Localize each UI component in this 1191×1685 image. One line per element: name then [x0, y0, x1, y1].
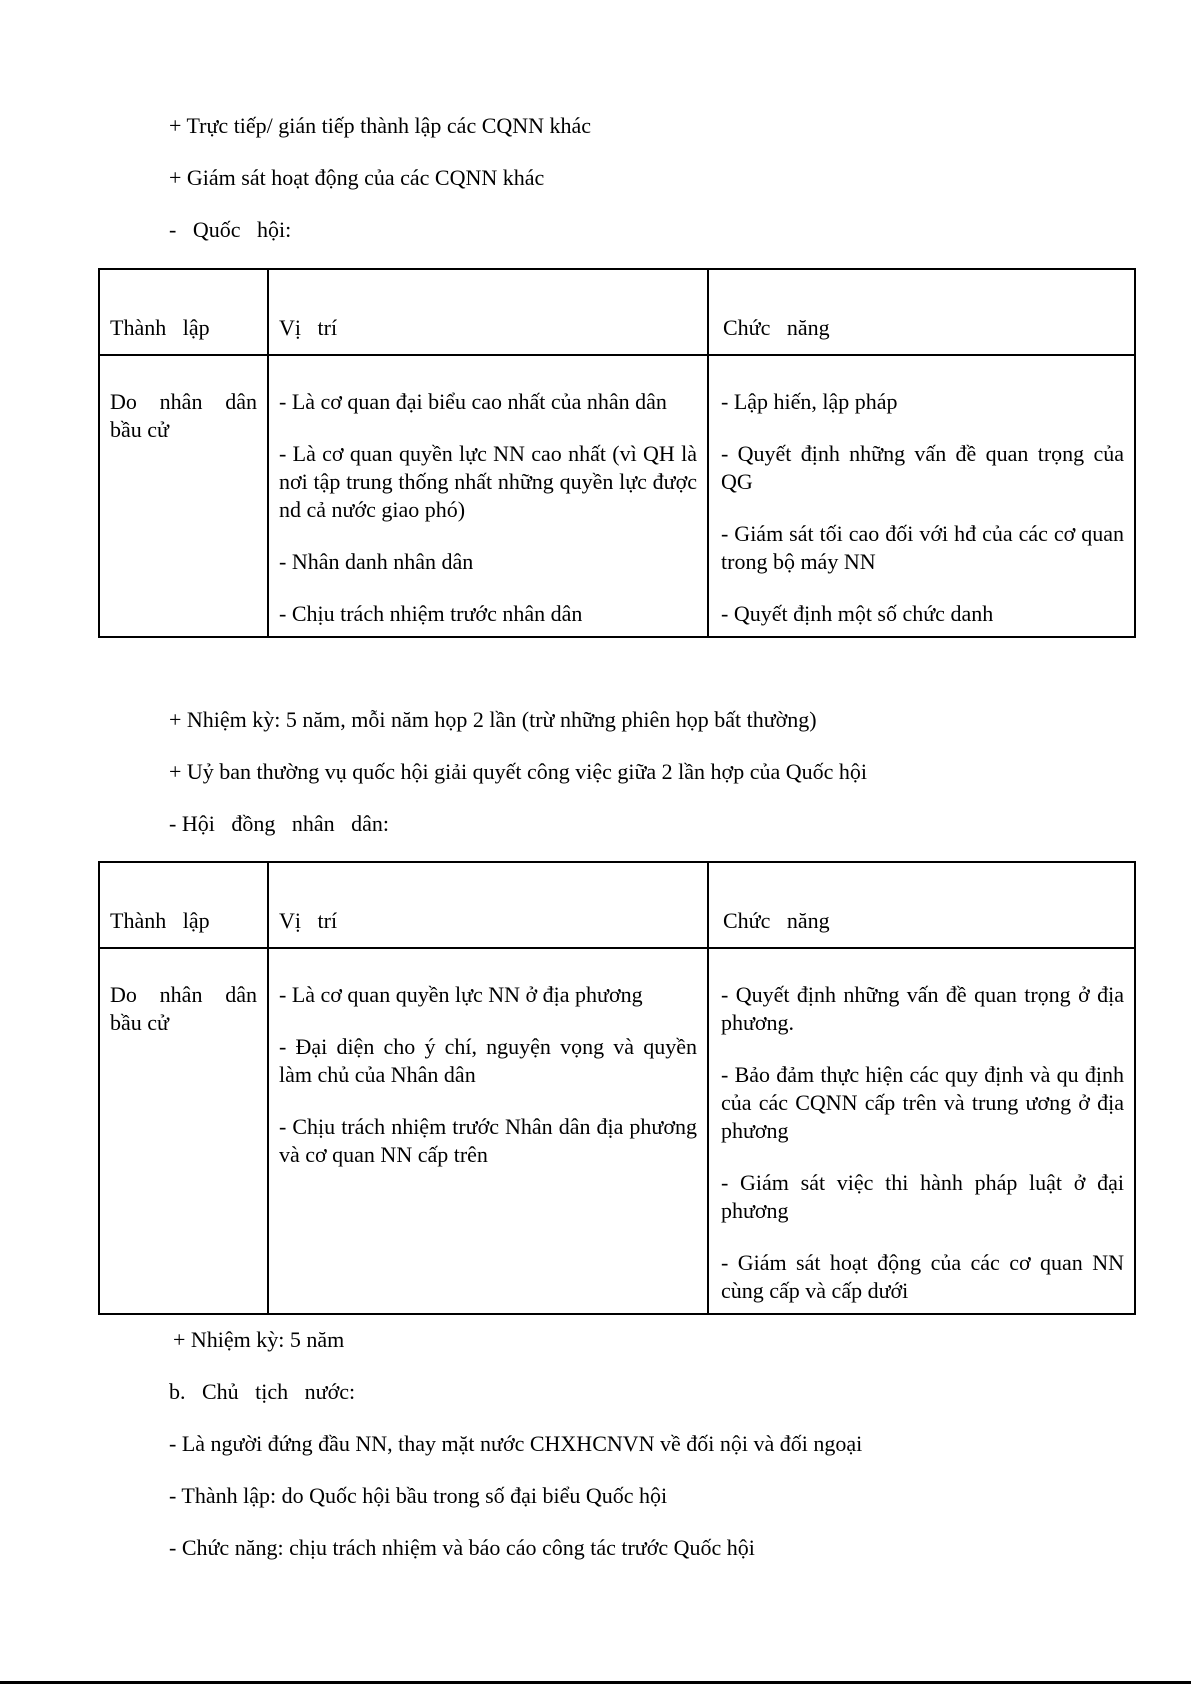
cell-vi-tri	[268, 948, 708, 1314]
cell-text: - Là cơ quan đại biểu cao nhất của nhân dân	[279, 389, 667, 414]
middle-line-2: + Uỷ ban thường vụ quốc hội giải quyết công việc giữa 2 lần hợp của Quốc hội	[169, 759, 867, 784]
header-thanh-lap: Thành lập	[99, 862, 268, 948]
middle-line-1: + Nhiệm kỳ: 5 năm, mỗi năm họp 2 lần (trừ những phiên họp bất thường)	[169, 707, 817, 732]
section-heading-quoc-hoi: - Quốc hội:	[169, 217, 292, 242]
header-thanh-lap: Thành lập	[99, 269, 268, 355]
cell-text: Do nhân dân bầu cử	[110, 982, 257, 1035]
cell-text: - Chịu trách nhiệm trước nhân dân	[279, 601, 583, 626]
cell-text: - Là cơ quan quyền lực NN ở địa phương	[279, 982, 643, 1007]
cell-chuc-nang	[708, 355, 1135, 637]
closing-line-5: - Chức năng: chịu trách nhiệm và báo cáo công tác trước Quốc hội	[169, 1535, 755, 1560]
intro-line-2: + Giám sát hoạt động của các CQNN khác	[169, 165, 545, 190]
table-row	[99, 355, 1135, 637]
page-bottom-rule	[0, 1681, 1191, 1684]
cell-text: - Quyết định những vấn đề quan trọng của QG	[721, 441, 1124, 494]
section-heading-hoi-dong-nhan-dan: - Hội đồng nhân dân:	[169, 811, 389, 836]
cell-text: - Quyết định một số chức danh	[721, 601, 994, 626]
section-heading-chu-tich-nuoc: b. Chủ tịch nước:	[169, 1379, 356, 1404]
cell-text: - Lập hiến, lập pháp	[721, 389, 898, 414]
header-vi-tri: Vị trí	[268, 862, 708, 948]
closing-line-1: + Nhiệm kỳ: 5 năm	[173, 1327, 345, 1352]
cell-text: - Bảo đảm thực hiện các quy định và qu định của các CQNN cấp trên và trung ương ở địa phương	[721, 1062, 1124, 1143]
cell-vi-tri	[268, 355, 708, 637]
cell-text: - Chịu trách nhiệm trước Nhân dân địa phương và cơ quan NN cấp trên	[279, 1114, 697, 1167]
cell-text: - Giám sát hoạt động của các cơ quan NN cùng cấp và cấp dưới	[721, 1250, 1124, 1303]
quoc-hoi-table	[98, 268, 1136, 638]
cell-thanh-lap	[99, 355, 268, 637]
header-chuc-nang: Chức năng	[708, 269, 1135, 355]
cell-text: - Nhân danh nhân dân	[279, 549, 474, 574]
closing-line-3: - Là người đứng đầu NN, thay mặt nước CHXHCNVN về đối nội và đối ngoại	[169, 1431, 863, 1456]
hoi-dong-nhan-dan-table	[98, 861, 1136, 1315]
cell-text: - Quyết định những vấn đề quan trọng ở địa phương.	[721, 982, 1124, 1035]
cell-chuc-nang	[708, 948, 1135, 1314]
table-row	[99, 948, 1135, 1314]
table-header-row	[99, 862, 1135, 948]
cell-text: - Giám sát việc thi hành pháp luật ở đại phương	[721, 1170, 1124, 1223]
intro-line-1: + Trực tiếp/ gián tiếp thành lập các CQNN khác	[169, 113, 592, 138]
cell-text: - Giám sát tối cao đối với hđ của các cơ quan trong bộ máy NN	[721, 521, 1124, 574]
header-chuc-nang: Chức năng	[708, 862, 1135, 948]
closing-line-4: - Thành lập: do Quốc hội bầu trong số đại biểu Quốc hội	[169, 1483, 668, 1508]
cell-thanh-lap	[99, 948, 268, 1314]
header-vi-tri: Vị trí	[268, 269, 708, 355]
cell-text: Do nhân dân bầu cử	[110, 389, 257, 442]
cell-text: - Là cơ quan quyền lực NN cao nhất (vì QH là nơi tập trung thống nhất những quyền lực được nd cả nước giao phó)	[279, 441, 697, 522]
cell-text: - Đại diện cho ý chí, nguyện vọng và quyền làm chủ của Nhân dân	[279, 1034, 697, 1087]
table-header-row	[99, 269, 1135, 355]
